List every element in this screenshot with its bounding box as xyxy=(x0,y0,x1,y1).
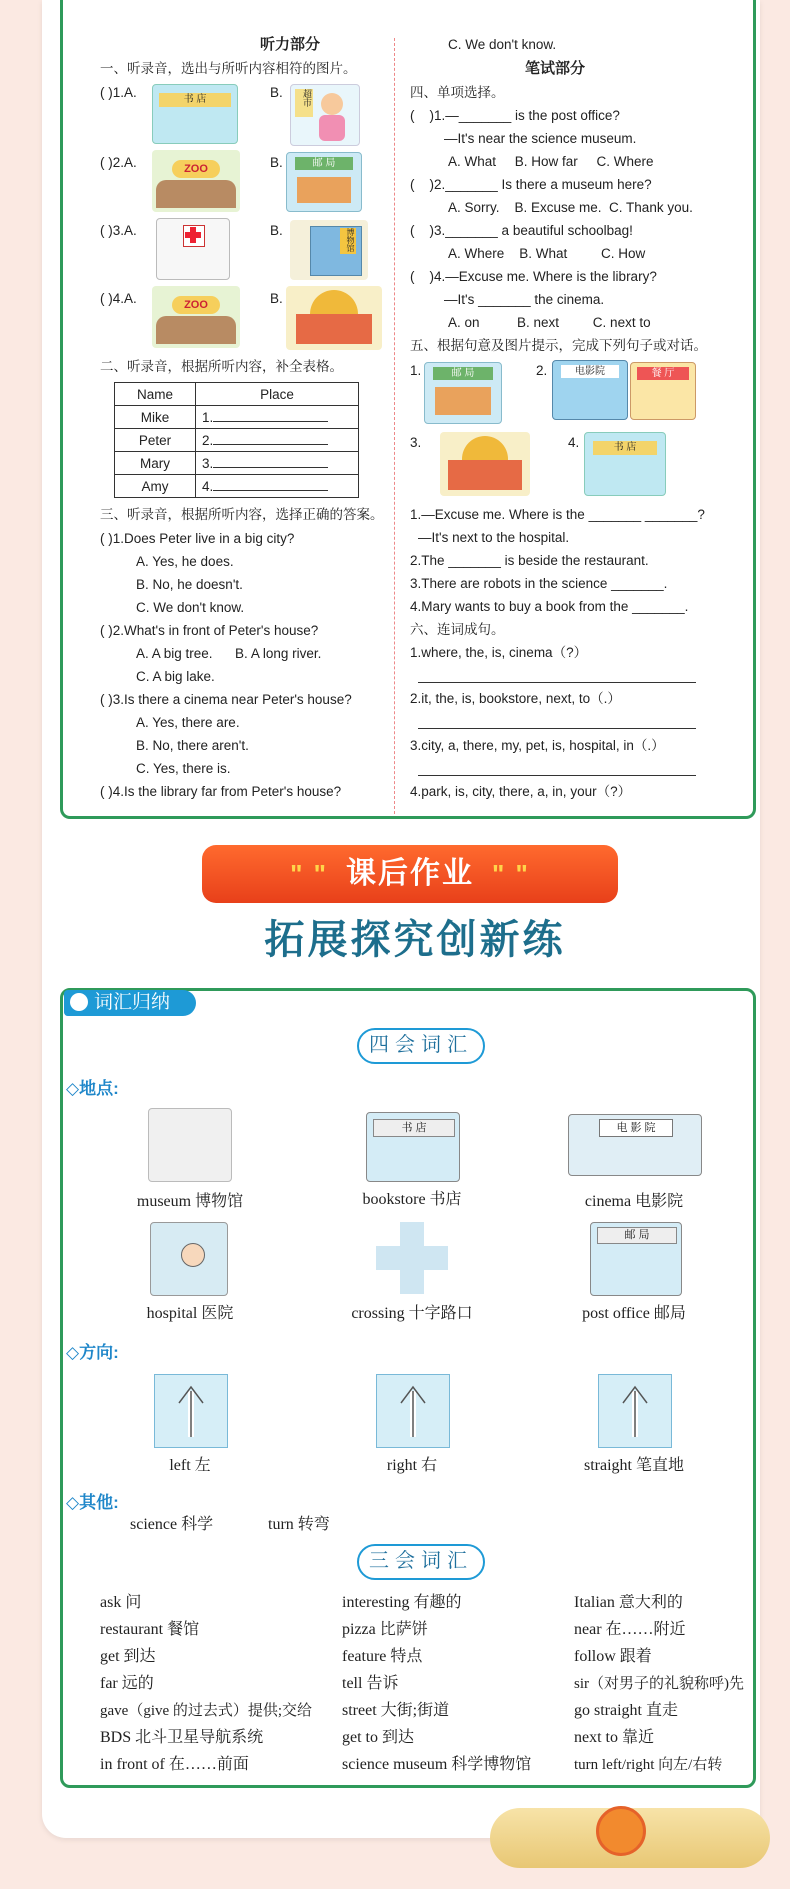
part6-title: 六、连词成句。 xyxy=(410,622,505,637)
pic-number-2: 2. xyxy=(536,363,548,378)
s3-options: A. Where B. What C. How xyxy=(448,246,646,261)
vocab-turn: turn 转弯 xyxy=(268,1516,330,1533)
list-item: near 在……附近 xyxy=(574,1621,686,1638)
cinema-picture-2: 电 影 院 xyxy=(568,1114,702,1176)
ribbon-seal-icon xyxy=(596,1806,646,1856)
f1-answer: —It's next to the hospital. xyxy=(418,530,570,545)
table-row: Mary 3. xyxy=(115,452,359,475)
f3: 3.There are robots in the science _______. xyxy=(410,576,668,591)
f1: 1.—Excuse me. Where is the _______ _______? xyxy=(410,507,705,522)
post-office-picture-2: 邮 局 xyxy=(424,362,502,424)
q1-option-a: A. Yes, he does. xyxy=(136,554,234,569)
list-item: get to 到达 xyxy=(342,1729,414,1746)
list-item: next to 靠近 xyxy=(574,1729,654,1746)
list-item: in front of 在……前面 xyxy=(100,1756,249,1773)
pic-number-3: 3. xyxy=(410,435,422,450)
list-item: gave（give 的过去式）提供;交给 xyxy=(100,1703,313,1719)
part5-title: 五、根据句意及图片提示，完成下列句子或对话。 xyxy=(410,338,707,353)
s4: ( )4.—Excuse me. Where is the library? xyxy=(410,269,657,284)
museum-picture: 博物馆 xyxy=(290,220,368,280)
p1-row1-b: B. xyxy=(270,85,283,100)
vocab-hospital: hospital 医院 xyxy=(146,1305,234,1322)
answer-line xyxy=(418,728,696,729)
table-row: Peter 2. xyxy=(115,429,359,452)
p1-row3-prefix: ( )3.A. xyxy=(100,223,137,238)
p1-row3-b: B. xyxy=(270,223,283,238)
q2-option-c: C. A big lake. xyxy=(136,669,215,684)
p1-row4-prefix: ( )4.A. xyxy=(100,291,137,306)
list-item: Italian 意大利的 xyxy=(574,1594,683,1611)
table-row: Amy 4. xyxy=(115,475,359,498)
q2-option-ab: A. A big tree. B. A long river. xyxy=(136,646,322,661)
domed-building-picture xyxy=(286,286,382,350)
pic-number-1: 1. xyxy=(410,363,422,378)
zoo-picture: ZOO xyxy=(152,150,240,212)
directions-label: ◇方向: xyxy=(66,1343,119,1362)
w4: 4.park, is, city, there, a, in, your（?） xyxy=(410,784,632,799)
vocab-museum: museum 博物馆 xyxy=(136,1193,244,1210)
s1-options: A. What B. How far C. Where xyxy=(448,154,654,169)
table-header-name: Name xyxy=(115,383,196,406)
list-item: restaurant 餐馆 xyxy=(100,1621,200,1638)
q1-option-b: B. No, he doesn't. xyxy=(136,577,243,592)
list-item: go straight 直走 xyxy=(574,1702,678,1719)
carryover-option: C. We don't know. xyxy=(448,37,557,52)
q2: ( )2.What's in front of Peter's house? xyxy=(100,623,319,638)
list-item: tell 告诉 xyxy=(342,1675,399,1692)
answer-line xyxy=(418,682,696,683)
domed-building-picture-2 xyxy=(440,432,530,496)
list-item: pizza 比萨饼 xyxy=(342,1621,428,1638)
q3-option-a: A. Yes, there are. xyxy=(136,715,240,730)
q3-option-c: C. Yes, there is. xyxy=(136,761,231,776)
museum-picture-3 xyxy=(148,1108,232,1182)
quote-mark-icon: " " xyxy=(492,859,530,889)
three-skill-title: 三会词汇 xyxy=(357,1544,485,1580)
q1: ( )1.Does Peter live in a big city? xyxy=(100,531,295,546)
cinema-picture: 电影院 xyxy=(552,360,628,420)
p1-row2-b: B. xyxy=(270,155,283,170)
list-item: follow 跟着 xyxy=(574,1648,652,1665)
w3: 3.city, a, there, my, pet, is, hospital, in（.） xyxy=(410,738,665,753)
bookstore-picture-2: 书 店 xyxy=(584,432,666,496)
list-item: science museum 科学博物馆 xyxy=(342,1756,532,1773)
part1-title: 一、听录音，选出与所听内容相符的图片。 xyxy=(100,61,357,76)
s1-answer: —It's near the science museum. xyxy=(444,131,637,146)
right-arrow-icon xyxy=(376,1374,450,1448)
writing-heading: 笔试部分 xyxy=(524,60,585,77)
restaurant-picture: 餐 厅 xyxy=(630,362,696,420)
q1-option-c: C. We don't know. xyxy=(136,600,245,615)
f4: 4.Mary wants to buy a book from the _______. xyxy=(410,599,689,614)
column-divider xyxy=(394,38,395,814)
hospital-picture-2 xyxy=(150,1222,228,1296)
vocab-straight: straight 笔直地 xyxy=(584,1457,684,1474)
s4-options: A. on B. next C. next to xyxy=(448,315,651,330)
four-skill-title: 四会词汇 xyxy=(357,1028,485,1064)
network-icon xyxy=(70,993,88,1011)
part4-title: 四、单项选择。 xyxy=(410,85,505,100)
table-row: Mike 1. xyxy=(115,406,359,429)
banner-text: 课后作业 xyxy=(346,857,474,890)
list-item: interesting 有趣的 xyxy=(342,1594,462,1611)
others-label: ◇其他: xyxy=(66,1493,119,1512)
s2: ( )2._______ Is there a museum here? xyxy=(410,177,652,192)
vocab-left: left 左 xyxy=(169,1457,211,1474)
hospital-picture xyxy=(156,218,230,280)
vocab-tag: 词汇归纳 xyxy=(64,990,196,1016)
vocab-col3 xyxy=(574,1594,746,1784)
supermarket-girl-picture: 超市 xyxy=(290,84,360,146)
q3: ( )3.Is there a cinema near Peter's house? xyxy=(100,692,352,707)
part3-title: 三、听录音，根据所听内容，选择正确的答案。 xyxy=(100,507,384,522)
f2: 2.The _______ is beside the restaurant. xyxy=(410,553,649,568)
list-item: get 到达 xyxy=(100,1648,156,1665)
quote-mark-icon: " " xyxy=(290,859,328,889)
list-item: BDS 北斗卫星导航系统 xyxy=(100,1729,264,1746)
post-office-picture: 邮 局 xyxy=(286,152,362,212)
p1-row1-prefix: ( )1.A. xyxy=(100,85,137,100)
s1: ( )1.—_______ is the post office? xyxy=(410,108,620,123)
s4-answer: —It's _______ the cinema. xyxy=(444,292,605,307)
part2-title: 二、听录音，根据所听内容，补全表格。 xyxy=(100,359,343,374)
zoo-picture-2: ZOO xyxy=(152,286,240,348)
p1-row2-prefix: ( )2.A. xyxy=(100,155,137,170)
straight-arrow-icon xyxy=(598,1374,672,1448)
list-item: sir（对男子的礼貌称呼)先 xyxy=(574,1676,744,1692)
bookstore-picture: 书 店 xyxy=(152,84,238,144)
listening-heading: 听力部分 xyxy=(259,36,320,53)
left-arrow-icon xyxy=(154,1374,228,1448)
s3: ( )3._______ a beautiful schoolbag! xyxy=(410,223,633,238)
homework-banner xyxy=(202,845,618,903)
vocab-bookstore: bookstore 书店 xyxy=(362,1191,462,1208)
pic-number-4: 4. xyxy=(568,435,580,450)
w2: 2.it, the, is, bookstore, next, to（.） xyxy=(410,691,621,706)
section-title: 拓展探究创新练 xyxy=(264,918,566,962)
vocab-post-office: post office 邮局 xyxy=(582,1305,686,1322)
table-header-place: Place xyxy=(196,383,359,406)
s2-options: A. Sorry. B. Excuse me. C. Thank you. xyxy=(448,200,693,215)
list-item: street 大街;街道 xyxy=(342,1702,450,1719)
vocab-cinema: cinema 电影院 xyxy=(584,1193,684,1210)
bookstore-picture-3: 书 店 xyxy=(366,1112,460,1182)
fill-table xyxy=(114,382,359,498)
q4: ( )4.Is the library far from Peter's house? xyxy=(100,784,342,799)
vocab-crossing: crossing 十字路口 xyxy=(351,1305,473,1322)
answer-line xyxy=(418,775,696,776)
post-office-picture-3: 邮 局 xyxy=(590,1222,682,1296)
places-label: ◇地点: xyxy=(66,1079,119,1098)
list-item: far 远的 xyxy=(100,1675,154,1692)
w1: 1.where, the, is, cinema（?） xyxy=(410,645,588,660)
vocab-science: science 科学 xyxy=(130,1516,214,1533)
vocab-right: right 右 xyxy=(386,1457,438,1474)
p1-row4-b: B. xyxy=(270,291,283,306)
list-item: ask 问 xyxy=(100,1594,142,1611)
q3-option-b: B. No, there aren't. xyxy=(136,738,249,753)
crossing-picture xyxy=(376,1222,448,1294)
list-item: turn left/right 向左/右转 xyxy=(574,1757,723,1773)
list-item: feature 特点 xyxy=(342,1648,423,1665)
